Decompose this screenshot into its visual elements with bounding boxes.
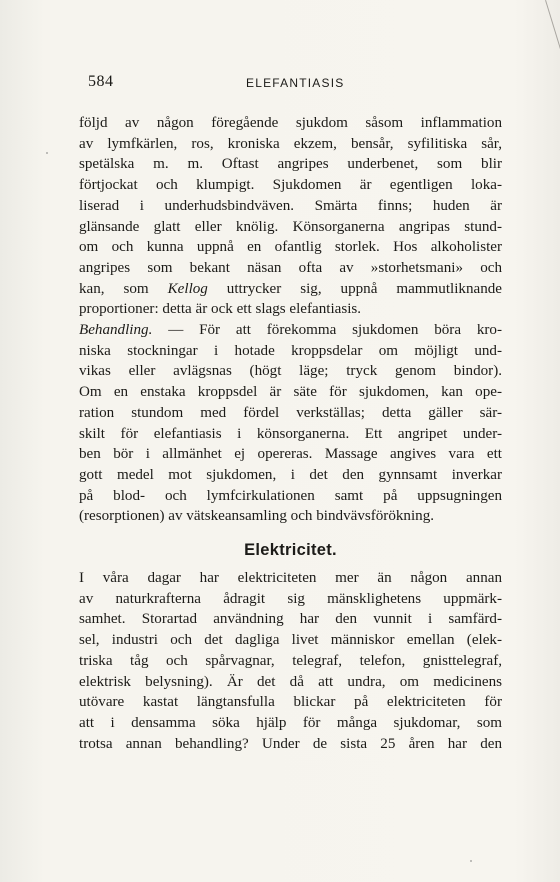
text-line: Behandling. — För att förekomma sjukdomen böra kro- (79, 322, 502, 339)
text-line: (resorptionen) av vätskeansamling och bindvävsförökning. (79, 508, 435, 525)
text-line: I våra dagar har elektriciteten mer än någon annan (79, 570, 502, 586)
text-line: elektrisk belysning). Är det då att undra, om medicinens (79, 673, 502, 690)
page-edge-line (545, 0, 560, 105)
paragraph-treatment (79, 320, 502, 527)
text-line: utövare kastat längtansfulla blickar på elektriciteten för (79, 694, 502, 711)
emphasis-text: Kellog (167, 280, 208, 297)
section-heading: Elektricitet. (244, 541, 337, 559)
text-line: på blod- och lymfcirkulationen samt på uppsugningen (79, 487, 502, 504)
emphasis-text: Behandling. (79, 322, 153, 339)
running-title: ELEFANTIASIS (246, 76, 345, 90)
text-line: gott medel mot sjukdomen, i det den gynnsamt inverkar (79, 466, 502, 483)
text-line: spetälska m. m. Oftast angripes underbenet, som blir (79, 156, 502, 173)
page-number: 584 (88, 73, 114, 90)
text-line: förtjockat och klumpigt. Sjukdomen är egentligen loka- (79, 177, 502, 194)
text-line: ration stundom med fördel verkställas; detta gäller sär- (79, 404, 502, 421)
text-line: Om en enstaka kroppsdel är säte för sjukdomen, kan ope- (79, 384, 502, 401)
text-line: triska tåg och spårvagnar, telegraf, telefon, gnisttelegraf, (79, 652, 502, 669)
text-line: att i densamma söka hjälp för många sjukdomar, som (79, 714, 502, 731)
text-line: följd av någon föregående sjukdom såsom inflammation (79, 115, 502, 131)
speck (470, 860, 472, 862)
text-line: ben bör i allmänhet ej opereras. Massage angives vara ett (79, 446, 502, 463)
body-text-lower (79, 568, 502, 754)
text-line: samhet. Storartad användning har den vunnit i samfärd- (79, 611, 502, 628)
text-line: sel, industri och det dagliga livet människor emellan (elek- (79, 632, 502, 649)
text-line: kan, som Kellog uttrycker sig, uppnå mammutliknande (79, 280, 502, 297)
text-line: trotsa annan behandling? Under de sista 25 åren har den (79, 735, 502, 752)
text-line: om och kunna uppnå en ofantlig storlek. Hos alkoholister (79, 239, 502, 256)
text-line: glänsande glatt eller knölig. Könsorganerna angripas stund- (79, 218, 502, 235)
page-header (88, 73, 508, 93)
text-line: liserad i underhudsbindväven. Smärta finns; huden är (79, 197, 502, 214)
paragraph-symptoms (79, 113, 502, 320)
text-line: angripes som bekant näsan ofta av »storhetsmani» och (79, 259, 502, 276)
text-line: av naturkrafterna ådragit sig mänsklighetens uppmärk- (79, 590, 502, 607)
text-line: niska stockningar i hotade kroppsdelar om möjligt und- (79, 342, 502, 359)
paragraph-electricity (79, 568, 502, 754)
text-line: skilt för elefantiasis i könsorganerna. Ett angripet under- (79, 425, 502, 442)
text-line: av lymfkärlen, ros, kroniska ekzem, bensår, syfilitiska sår, (79, 135, 502, 152)
text-line: proportioner: detta är ock ett slags elefantiasis. (79, 301, 362, 318)
text-line: vikas eller avlägsnas (högt läge; tryck genom bindor). (79, 363, 502, 380)
speck (46, 152, 48, 154)
body-text-upper (79, 113, 502, 527)
